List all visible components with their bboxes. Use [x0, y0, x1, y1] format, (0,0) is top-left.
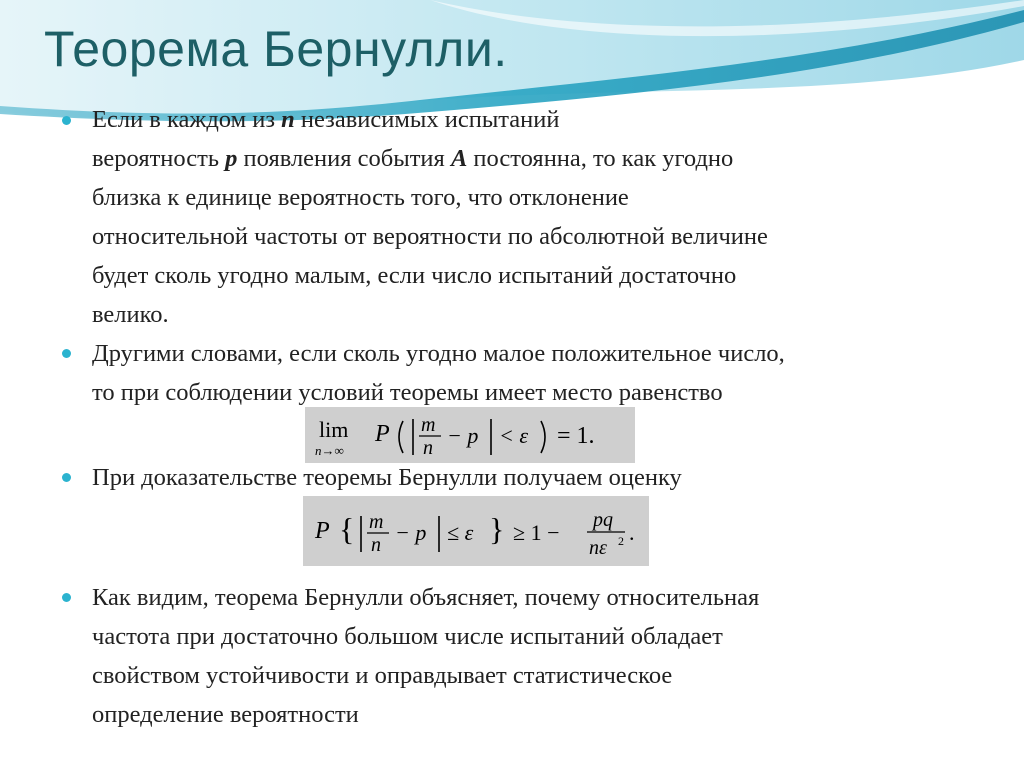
formula-limit: [305, 407, 635, 463]
bullet-1-line-4: относительной частоты от вероятности по абсолютной величине: [92, 223, 768, 250]
bullet-1-line-6: велико.: [92, 301, 169, 328]
exp-2: 2: [618, 534, 624, 548]
var-n: n: [281, 106, 295, 133]
bullet-4-line-3: свойством устойчивости и оправдывает статистическое: [92, 662, 673, 689]
lim-sub: n→∞: [315, 443, 344, 458]
formula-dot: .: [629, 520, 635, 545]
minus-p: − p: [395, 520, 427, 545]
lim-text: lim: [319, 417, 349, 442]
bullet-2-line-2: то при соблюдении условий теоремы имеет место равенство: [92, 379, 723, 406]
ge-one: ≥ 1 −: [513, 520, 560, 545]
bullet-1-line-2: вероятность p появления события A постоянна, то как угодно: [92, 145, 734, 172]
bullet-1-line-1: Если в каждом из n независимых испытаний: [92, 106, 560, 133]
bullet-1-line-3: близка к единице вероятность того, что отклонение: [92, 184, 629, 211]
slide-title: Теорема Бернулли.: [44, 21, 508, 77]
var-A: A: [450, 145, 468, 172]
minus-p: − p: [447, 423, 479, 448]
frac-pq: pq: [593, 509, 613, 531]
var-p: p: [225, 145, 238, 172]
P-symbol: P: [315, 518, 330, 544]
bullet-1-line-5: будет сколь угодно малым, если число испытаний достаточно: [92, 262, 737, 289]
frac-n: n: [371, 534, 381, 556]
frac-m: m: [421, 414, 436, 436]
bullet-3: [92, 458, 972, 497]
bullet-dot: [62, 349, 71, 358]
bullet-1: [92, 100, 972, 334]
equals-one: = 1.: [557, 423, 595, 449]
bullet-4: [92, 578, 972, 734]
P-symbol: P: [375, 421, 390, 447]
bullet-2: [92, 334, 972, 412]
bullet-4-line-1: Как видим, теорема Бернулли объясняет, почему относительная: [92, 584, 760, 611]
bullet-2-line-1: Другими словами, если сколь угодно малое положительное число,: [92, 340, 785, 367]
bullet-dot: [62, 593, 71, 602]
frac-m: m: [369, 511, 384, 533]
bullet-dot: [62, 473, 71, 482]
bullet-4-line-4: определение вероятности: [92, 701, 359, 728]
left-brace: {: [339, 511, 355, 547]
bullet-3-line-1: При доказательстве теоремы Бернулли получаем оценку: [92, 464, 682, 491]
formula-estimate: [303, 496, 649, 566]
right-brace: }: [489, 511, 505, 547]
le-eps: ≤ ε: [447, 520, 474, 545]
lt-eps: < ε: [499, 423, 529, 448]
frac-neps: nε: [589, 537, 607, 559]
bullet-dot: [62, 116, 71, 125]
bullet-4-line-2: частота при достаточно большом числе испытаний обладает: [92, 623, 723, 650]
frac-n: n: [423, 437, 433, 459]
